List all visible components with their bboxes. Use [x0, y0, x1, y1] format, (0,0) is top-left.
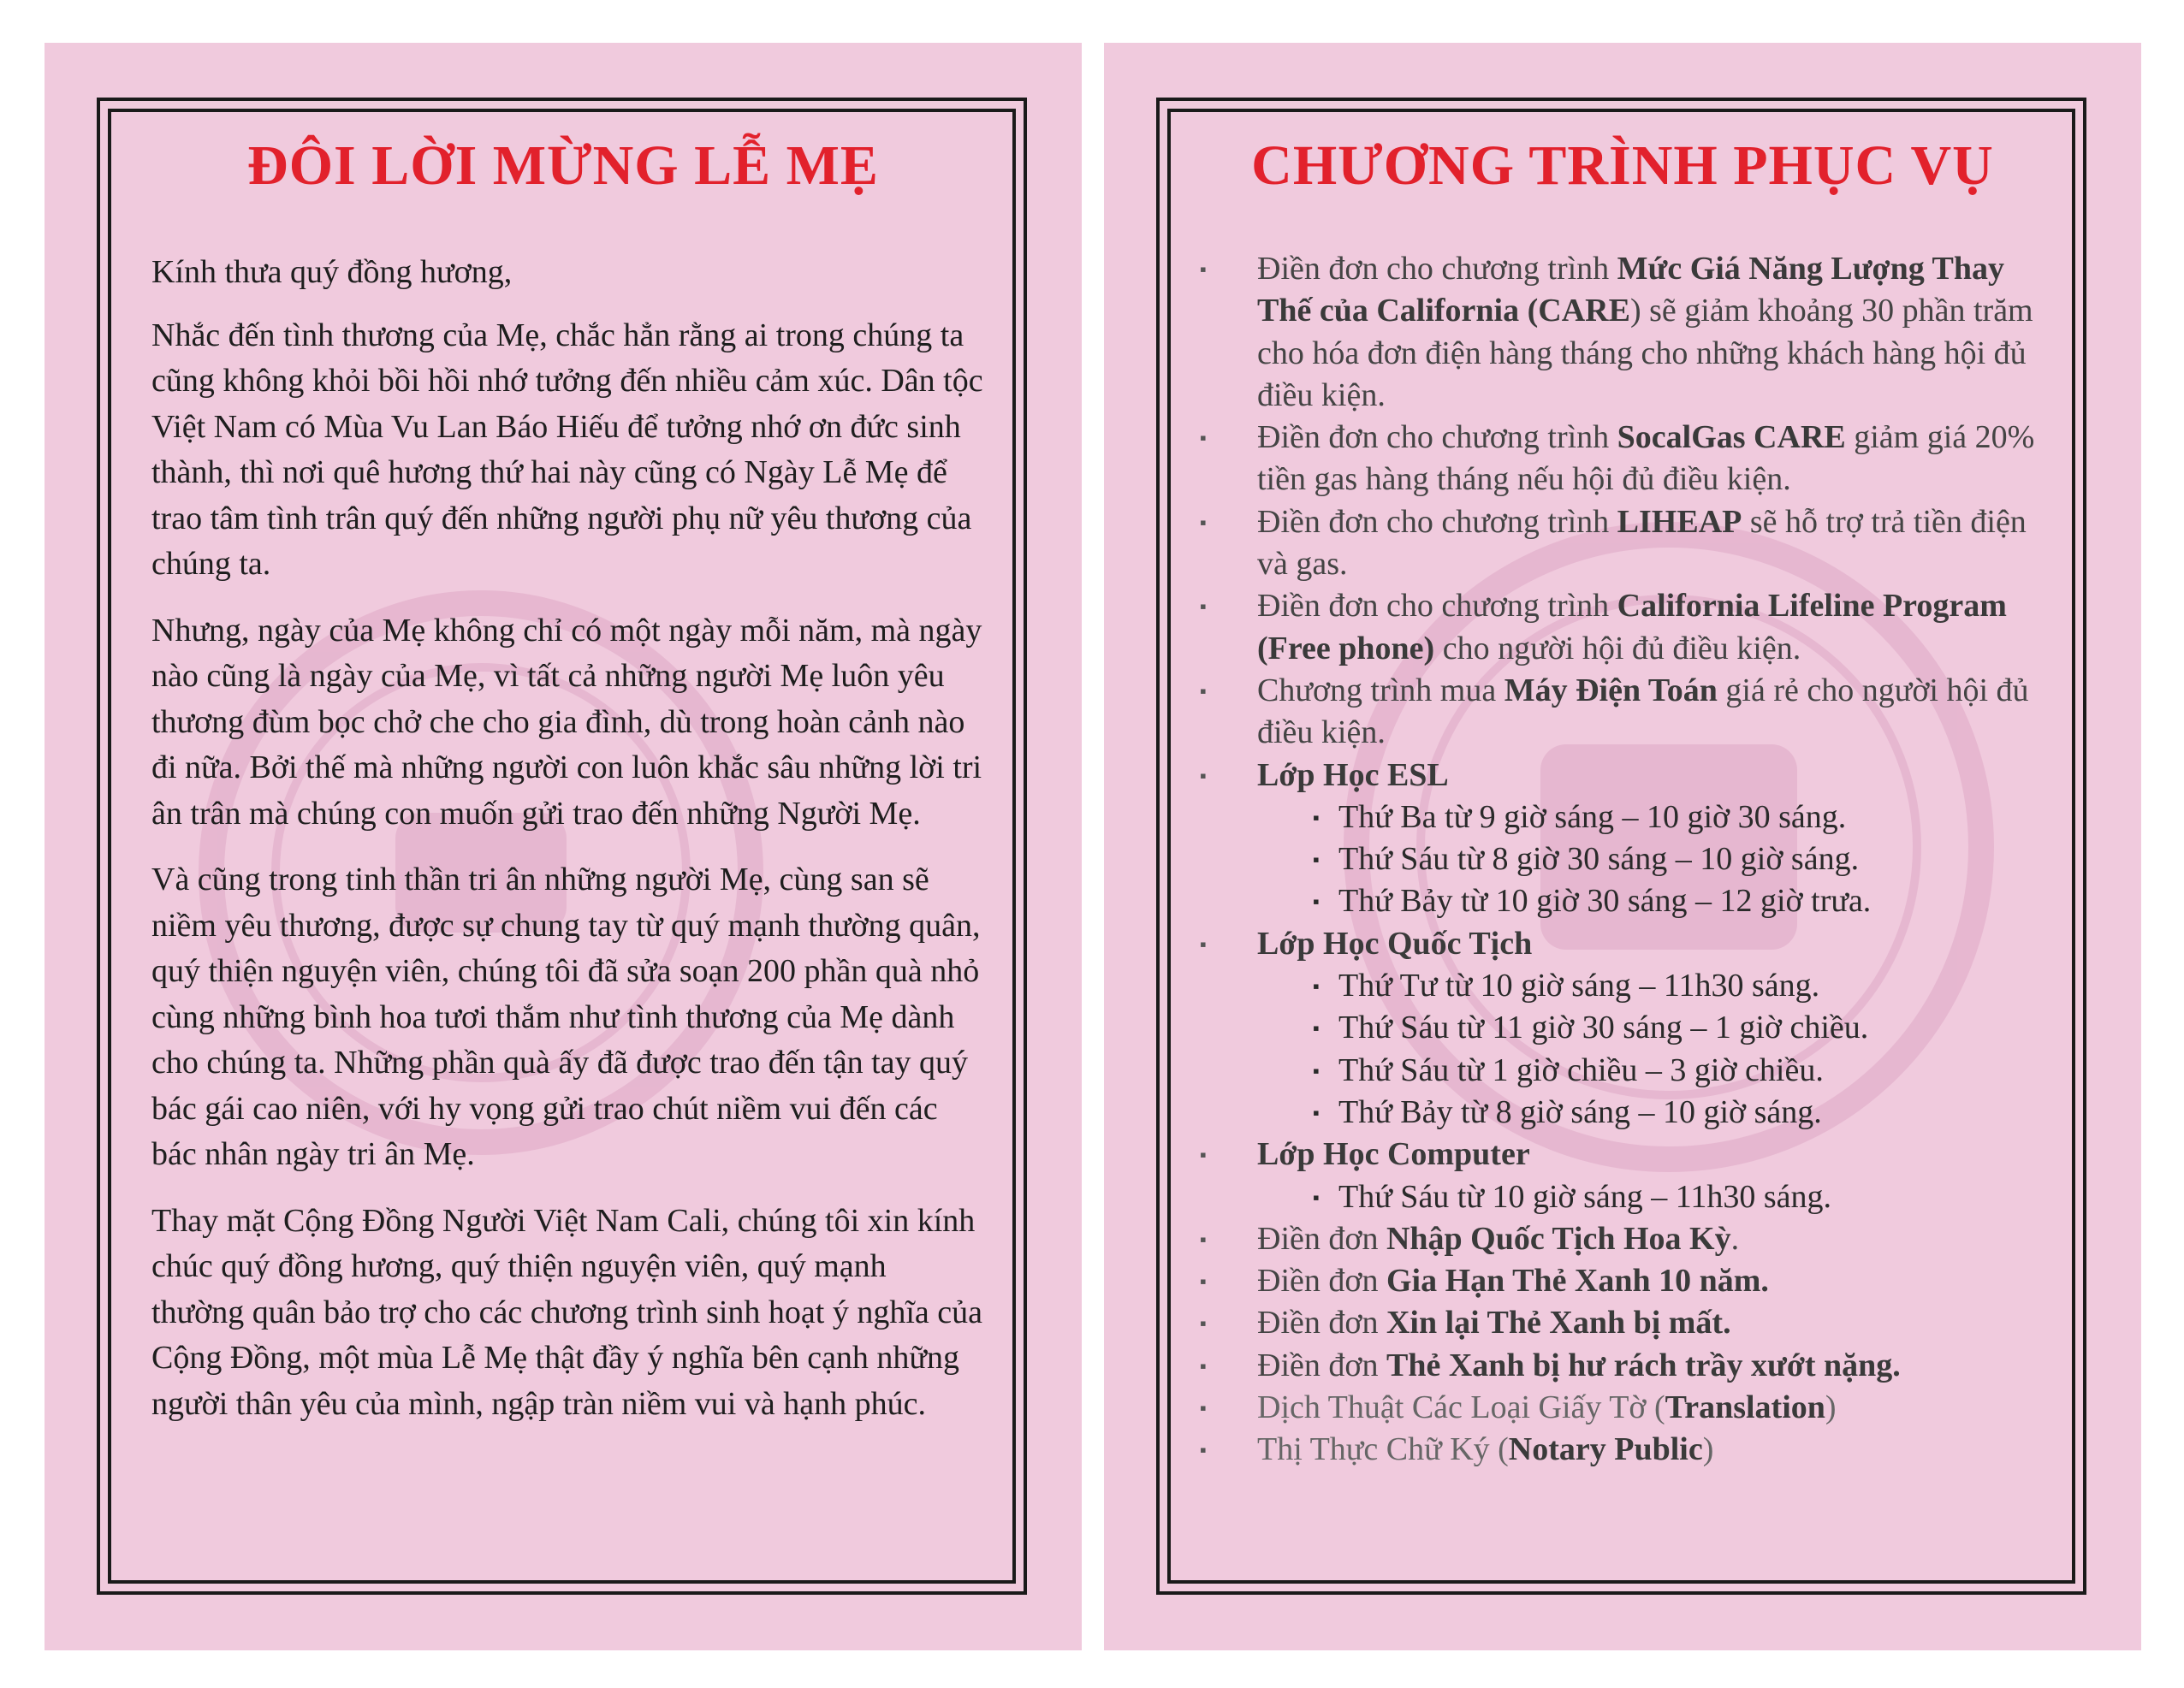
schedule-text: Thứ Ba từ 9 giờ sáng – 10 giờ 30 sáng.	[1338, 798, 1847, 835]
service-program-name: Thẻ Xanh bị hư rách trầy xướt nặng.	[1386, 1347, 1901, 1383]
letter-title: ĐÔI LỜI MỪNG LỄ MẸ	[247, 134, 879, 197]
service-text: Điền đơn cho chương trình	[1257, 588, 1617, 625]
service-item	[1200, 755, 2056, 923]
letter-paragraph: Nhắc đến tình thương của Mẹ, chắc hẳn rằng ai trong chúng ta cũng không khỏi bồi hồi nhớ tưởng đến nhiều cảm xúc. Dân tộc Việt Nam có Mùa Vu Lan Báo Hiếu để tưởng nhớ ơn đức sinh thành, thì nơi quê hương thứ hai này cũng có Ngày Lễ Mẹ để trao tâm tình trân quý đến những người phụ nữ yêu thương của chúng ta.	[151, 317, 983, 582]
bullet-icon: ▪	[1200, 595, 1207, 618]
services-panel	[1104, 43, 2141, 1650]
schedule-item	[1313, 1007, 2056, 1049]
bullet-icon: ▪	[1200, 258, 1207, 280]
sub-bullet-icon: ▪	[1313, 806, 1320, 828]
class-schedule-list	[1257, 797, 2056, 923]
service-text: Điền đơn cho chương trình	[1257, 251, 1617, 287]
letter-paragraph: Thay mặt Cộng Đồng Người Việt Nam Cali, chúng tôi xin kính chúc quý đồng hương, quý thiện nguyện viên, quý mạnh thường quân bảo trợ cho các chương trình sinh hoạt ý nghĩa của Cộng Đồng, một mùa Lễ Mẹ thật đầy ý nghĩa bên cạnh những người thân yêu của mình, ngập tràn niềm vui và hạnh phúc.	[151, 1202, 983, 1422]
schedule-item	[1313, 1176, 2056, 1218]
sub-bullet-icon: ▪	[1313, 1101, 1320, 1123]
schedule-item	[1313, 965, 2056, 1007]
sub-bullet-icon: ▪	[1313, 849, 1320, 871]
service-text: Điền đơn	[1257, 1220, 1386, 1257]
schedule-text: Thứ Tư từ 10 giờ sáng – 11h30 sáng.	[1338, 968, 1820, 1004]
service-program-name: Nhập Quốc Tịch Hoa Kỳ	[1386, 1220, 1731, 1257]
sub-bullet-icon: ▪	[1313, 1059, 1320, 1081]
service-text: )	[1825, 1389, 1837, 1426]
schedule-item	[1313, 880, 2056, 922]
service-text: Điền đơn	[1257, 1263, 1386, 1300]
service-program-name: Notary Public	[1508, 1431, 1703, 1468]
schedule-item	[1313, 1092, 2056, 1134]
bullet-icon: ▪	[1200, 1312, 1207, 1335]
service-text: Thị Thực Chữ Ký (	[1257, 1431, 1509, 1468]
services-title: CHƯƠNG TRÌNH PHỤC VỤ	[1251, 134, 1994, 197]
service-item	[1200, 670, 2056, 755]
service-program-name: Máy Điện Toán	[1504, 672, 1718, 708]
bullet-icon: ▪	[1200, 1354, 1207, 1377]
sub-bullet-icon: ▪	[1313, 975, 1320, 998]
schedule-text: Thứ Bảy từ 8 giờ sáng – 10 giờ sáng.	[1338, 1093, 1822, 1130]
service-program-name: Gia Hạn Thẻ Xanh 10 năm.	[1386, 1263, 1769, 1300]
service-text: .	[1730, 1220, 1740, 1257]
schedule-text: Thứ Bảy từ 10 giờ 30 sáng – 12 giờ trưa.	[1338, 883, 1872, 920]
class-heading: Lớp Học Quốc Tịch	[1257, 925, 1533, 962]
service-text: Điền đơn	[1257, 1347, 1386, 1383]
service-item	[1200, 923, 2056, 1134]
service-item	[1200, 1429, 2056, 1471]
bullet-icon: ▪	[1200, 1397, 1207, 1419]
class-schedule-list	[1257, 965, 2056, 1134]
service-program-name: Translation	[1665, 1389, 1825, 1426]
service-item	[1200, 1218, 2056, 1260]
sub-bullet-icon: ▪	[1313, 891, 1320, 913]
class-heading: Lớp Học ESL	[1257, 756, 1449, 793]
bullet-icon: ▪	[1200, 511, 1207, 533]
class-heading: Lớp Học Computer	[1257, 1136, 1530, 1173]
service-text: Dịch Thuật Các Loại Giấy Tờ (	[1257, 1389, 1665, 1426]
schedule-text: Thứ Sáu từ 1 giờ chiều – 3 giờ chiều.	[1338, 1051, 1824, 1088]
service-program-name: LIHEAP	[1617, 503, 1742, 540]
class-schedule-list	[1257, 1176, 2056, 1218]
service-text: Chương trình mua	[1257, 672, 1504, 708]
bullet-icon: ▪	[1200, 1439, 1207, 1461]
service-text: giá rẻ cho người hội đủ điều kiện.	[1257, 672, 2029, 751]
schedule-text: Thứ Sáu từ 8 giờ 30 sáng – 10 giờ sáng.	[1338, 841, 1860, 878]
service-item	[1200, 501, 2056, 586]
schedule-item	[1313, 797, 2056, 838]
bullet-icon: ▪	[1200, 1228, 1207, 1250]
service-text: cho người hội đủ điều kiện.	[1434, 630, 1801, 666]
services-list	[1200, 248, 2056, 1472]
schedule-item	[1313, 838, 2056, 880]
bullet-icon: ▪	[1200, 679, 1207, 702]
bullet-icon: ▪	[1200, 1270, 1207, 1293]
service-text: Điền đơn cho chương trình	[1257, 503, 1617, 540]
letter-panel	[45, 43, 1082, 1650]
bullet-icon: ▪	[1200, 1144, 1207, 1166]
bullet-icon: ▪	[1200, 427, 1207, 449]
service-text: giảm giá 20% tiền gas hàng tháng nếu hội đủ điều kiện.	[1257, 419, 2035, 498]
bullet-icon: ▪	[1200, 764, 1207, 786]
letter-paragraph: Nhưng, ngày của Mẹ không chỉ có một ngày mỗi năm, mà ngày nào cũng là ngày của Mẹ, vì tất cả những người Mẹ luôn yêu thương đùm bọc chở che cho gia đình, dù trong hoàn cảnh nào đi nữa. Bởi thế mà những người con luôn khắc sâu những lời tri ân trân mà chúng con muốn gửi trao đến những Người Mẹ.	[151, 612, 982, 832]
service-program-name: California Lifeline Program (Free phone)	[1257, 588, 2007, 666]
service-item	[1200, 1134, 2056, 1218]
letter-greeting: Kính thưa quý đồng hương,	[151, 254, 513, 290]
service-program-name: Xin lại Thẻ Xanh bị mất.	[1386, 1305, 1731, 1342]
service-item	[1200, 585, 2056, 670]
letter-body	[151, 250, 986, 1448]
sub-bullet-icon: ▪	[1313, 1017, 1320, 1039]
service-text: Điền đơn cho chương trình	[1257, 419, 1617, 456]
schedule-text: Thứ Sáu từ 10 giờ sáng – 11h30 sáng.	[1338, 1178, 1832, 1215]
schedule-text: Thứ Sáu từ 11 giờ 30 sáng – 1 giờ chiều.	[1338, 1010, 1869, 1046]
service-program-name: SocalGas CARE	[1617, 419, 1846, 456]
letter-paragraph: Và cũng trong tinh thần tri ân những người Mẹ, cùng san sẽ niềm yêu thương, được sự chung tay từ quý mạnh thường quân, quý thiện nguyện viên, chúng tôi đã sửa soạn 200 phần quà nhỏ cùng những bình hoa tươi thắm như tình thương của Mẹ dành cho chúng ta. Những phần quà ấy đã được trao đến tận tay quý bác gái cao niên, với hy vọng gửi trao chút niềm vui đến các bác nhân ngày tri ân Mẹ.	[151, 862, 981, 1172]
service-text: )	[1702, 1431, 1714, 1468]
service-item	[1200, 1387, 2056, 1429]
service-item	[1200, 1302, 2056, 1344]
service-item	[1200, 1345, 2056, 1387]
schedule-item	[1313, 1050, 2056, 1092]
service-text: Điền đơn	[1257, 1305, 1386, 1342]
service-text: sẽ hỗ trợ trả tiền điện và gas.	[1257, 503, 2027, 583]
service-program-name: Mức Giá Năng Lượng Thay Thế của California (CARE	[1257, 251, 2005, 329]
service-item	[1200, 417, 2056, 501]
sub-bullet-icon: ▪	[1313, 1186, 1320, 1208]
bullet-icon: ▪	[1200, 933, 1207, 955]
service-item	[1200, 1260, 2056, 1302]
service-item	[1200, 248, 2056, 417]
service-text: ) sẽ giảm khoảng 30 phần trăm cho hóa đơn điện hàng tháng cho những khách hàng hội đủ điều kiện.	[1257, 293, 2033, 413]
